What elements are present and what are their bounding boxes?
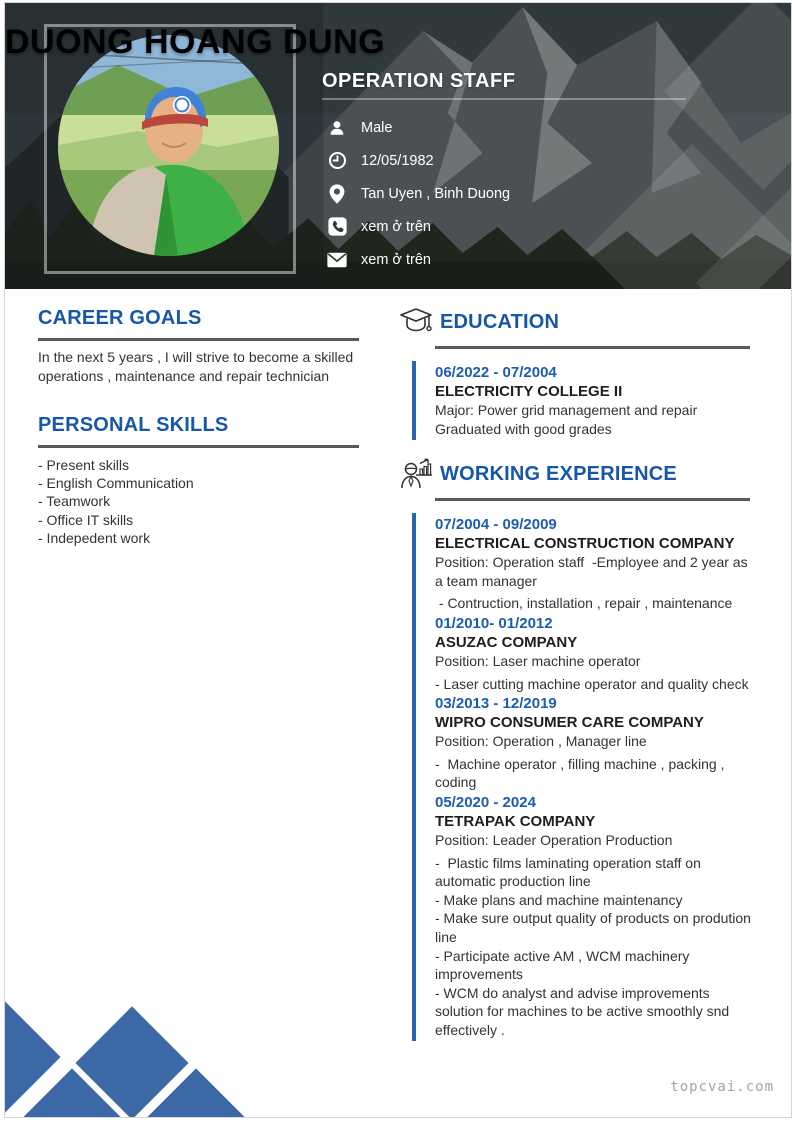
experience-detail: Position: Laser machine operator bbox=[435, 652, 641, 669]
experience-period: 05/2020 - 2024 bbox=[435, 793, 536, 811]
experience-period: 01/2010- 01/2012 bbox=[435, 614, 553, 632]
section-underline bbox=[38, 338, 359, 341]
section-underline bbox=[38, 445, 359, 448]
education-school: ELECTRICITY COLLEGE II bbox=[435, 383, 623, 400]
skills-list bbox=[38, 456, 359, 547]
detail-phone bbox=[327, 210, 510, 243]
education-entry bbox=[435, 363, 754, 438]
job-title: OPERATION STAFF bbox=[322, 70, 516, 92]
header-divider bbox=[322, 98, 686, 100]
phone-icon bbox=[327, 217, 347, 237]
career-goals-text: In the next 5 years , I will strive to become a skilled operations , maintenance and repair technician bbox=[38, 349, 358, 384]
education-period: 06/2022 - 07/2004 bbox=[435, 364, 557, 381]
skill-item: - Office IT skills bbox=[38, 511, 134, 528]
experience-entry bbox=[435, 793, 754, 1040]
detail-email bbox=[327, 243, 510, 276]
right-column bbox=[398, 305, 754, 1041]
skill-item: - Indepedent work bbox=[38, 529, 151, 546]
section-underline bbox=[435, 346, 750, 349]
section-underline bbox=[435, 498, 750, 501]
experience-company: ASUZAC COMPANY bbox=[435, 633, 578, 651]
experience-detail: - Plastic films laminating operation staff on automatic production line bbox=[435, 854, 705, 890]
experience-detail: - Make sure output quality of products on prodution line bbox=[435, 910, 755, 945]
person-name: DUONG HOANG DUNG bbox=[5, 23, 386, 61]
detail-gender bbox=[327, 111, 510, 144]
detail-address bbox=[327, 177, 510, 210]
experience-entry bbox=[435, 614, 754, 693]
birthdate-value: 12/05/1982 bbox=[361, 152, 434, 169]
experience-period: 07/2004 - 09/2009 bbox=[435, 516, 557, 534]
experience-detail: - Participate active AM , WCM machinery improvements bbox=[435, 947, 694, 983]
experience-detail: - Machine operator , filling machine , packing , coding bbox=[435, 755, 729, 791]
gender-value: Male bbox=[361, 119, 393, 136]
experience-company: TETRAPAK COMPANY bbox=[435, 812, 596, 830]
experience-section-header bbox=[398, 457, 754, 491]
page-frame bbox=[4, 2, 792, 1118]
skill-item: - Present skills bbox=[38, 457, 130, 473]
experience-detail: Position: Operation staff -Employee and 2 year as a team manager bbox=[435, 554, 752, 589]
clock-icon bbox=[327, 151, 347, 171]
experience-heading: WORKING EXPERIENCE bbox=[440, 462, 677, 485]
personal-skills-heading: PERSONAL SKILLS bbox=[38, 414, 229, 436]
address-value: Tan Uyen , Binh Duong bbox=[361, 185, 511, 202]
detail-birthdate bbox=[327, 144, 510, 177]
experience-detail: - Laser cutting machine operator and quality check bbox=[435, 675, 749, 692]
profile-photo bbox=[58, 35, 279, 256]
manager-chart-icon bbox=[398, 457, 434, 491]
experience-entry bbox=[435, 694, 754, 792]
experience-company: ELECTRICAL CONSTRUCTION COMPANY bbox=[435, 535, 735, 553]
education-detail: Major: Power grid management and repair bbox=[435, 402, 698, 418]
email-value: xem ở trên bbox=[361, 251, 431, 268]
person-icon bbox=[327, 118, 347, 138]
experience-detail: Position: Operation , Manager line bbox=[435, 733, 647, 750]
phone-value: xem ở trên bbox=[361, 218, 431, 235]
experience-period: 03/2013 - 12/2019 bbox=[435, 695, 557, 713]
experience-entry bbox=[435, 515, 754, 613]
experience-detail: - WCM do analyst and advise improvements solution for machines to be active smoothly snd effectively . bbox=[435, 984, 734, 1038]
experience-detail: Position: Leader Operation Production bbox=[435, 831, 673, 848]
site-watermark: topcvai.com bbox=[670, 1079, 774, 1095]
left-column bbox=[38, 307, 359, 547]
header-banner bbox=[5, 3, 791, 289]
experience-entries bbox=[412, 513, 754, 1041]
skill-item: - English Communication bbox=[38, 475, 194, 492]
graduation-cap-icon bbox=[398, 305, 434, 339]
experience-company: WIPRO CONSUMER CARE COMPANY bbox=[435, 714, 704, 732]
experience-detail: - Make plans and machine maintenancy bbox=[435, 891, 683, 908]
education-heading: EDUCATION bbox=[440, 310, 560, 333]
education-detail: Graduated with good grades bbox=[435, 420, 612, 437]
location-icon bbox=[327, 184, 347, 204]
career-goals-heading: CAREER GOALS bbox=[38, 307, 202, 329]
skill-item: - Teamwork bbox=[38, 493, 111, 510]
experience-detail: - Contruction, installation , repair , maintenance bbox=[435, 595, 733, 612]
contact-details bbox=[327, 111, 510, 276]
education-section-header bbox=[398, 305, 754, 339]
education-entries bbox=[412, 361, 754, 440]
mail-icon bbox=[327, 250, 347, 270]
